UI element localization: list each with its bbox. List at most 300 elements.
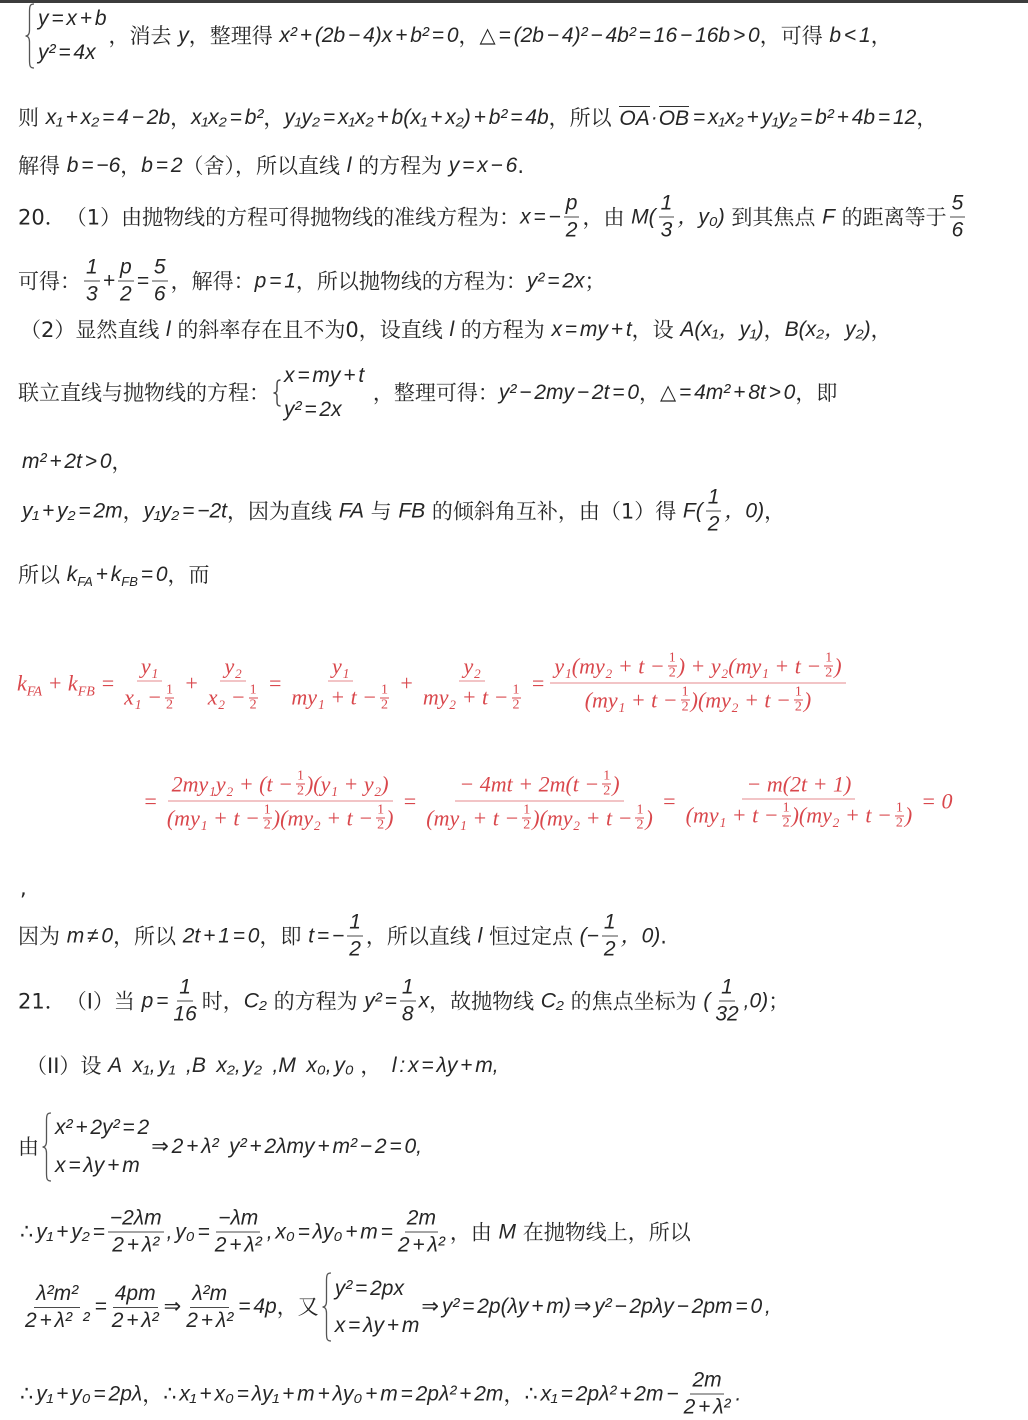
math-expr: x₁x₂ = b² <box>191 106 264 129</box>
expr-part: )(my₂ + t − <box>690 687 791 712</box>
system-equation-1: x = my + t <box>284 364 365 387</box>
text-run: ， <box>122 499 144 523</box>
half-fraction <box>522 804 531 833</box>
text-run: ，整理可得： <box>366 381 499 405</box>
math-expr: l <box>166 318 171 341</box>
numerator <box>742 772 855 799</box>
p20-line-7 <box>18 562 210 588</box>
half-numerator: 1 <box>794 684 802 700</box>
half-fraction <box>824 652 833 681</box>
half-denominator: 2 <box>523 817 531 833</box>
text-run: 由 <box>18 1135 39 1159</box>
math-expr: l <box>477 924 483 947</box>
math-expr: y₁y₂ = −2t <box>143 499 228 522</box>
fraction <box>347 911 363 962</box>
slope-sum-lhs <box>17 670 116 699</box>
half-numerator: 1 <box>512 682 520 697</box>
math-expr: ∴ x₁ = 2pλ² + 2m − <box>524 1382 679 1405</box>
p20-line-6 <box>22 486 785 537</box>
math-expr: y <box>178 24 189 47</box>
half-denominator: 2 <box>782 815 790 830</box>
half-denominator: 2 <box>296 783 304 799</box>
operator: = <box>143 788 158 813</box>
slope-sum-expr <box>67 562 168 588</box>
math-expr: ⇒ 2 + λ² y² + 2λmy + m² − 2 = 0, <box>151 1135 423 1158</box>
half-numerator: 1 <box>377 802 385 818</box>
half-denominator: 2 <box>249 697 257 712</box>
math-expr: ，0) <box>724 499 765 522</box>
numerator <box>328 654 353 681</box>
math-expr: ( <box>703 989 711 1012</box>
system-rows <box>38 6 107 66</box>
half-fraction <box>635 804 644 833</box>
math-expr: A x₁, y₁ ,B x₂, y₂ ,M x₀, y₀ <box>108 1054 354 1077</box>
text-run: ，由 <box>582 205 632 229</box>
fraction <box>713 976 740 1027</box>
denominator: 16 <box>173 1002 197 1026</box>
text-run: ， <box>353 1054 392 1078</box>
text-run: 在抛物线上，所以 <box>516 1220 691 1244</box>
math-expr: M( <box>631 205 656 228</box>
p19-line-2 <box>18 105 937 131</box>
expr-part: (my₁ + t − <box>584 687 678 712</box>
dot-operator: · <box>650 106 658 129</box>
math-expr: A(x₁，y₁) <box>680 318 764 341</box>
vector-oa: OA <box>619 107 650 130</box>
p21-line-1 <box>18 976 789 1027</box>
equation-system <box>24 3 107 69</box>
text-run: ， <box>170 106 192 130</box>
text-run: 的方程为 <box>266 989 365 1013</box>
question-number: 20． <box>18 205 66 229</box>
math-expr: t = − <box>308 924 345 947</box>
text-run: 的距离等于 <box>834 205 947 229</box>
fraction <box>682 1369 733 1420</box>
denominator: 2 <box>603 937 616 961</box>
text-run: . <box>517 154 524 178</box>
math-expr: △ = (2b − 4)² − 4b² = 16 − 16b > 0 <box>479 24 760 47</box>
math-expr: = 0 <box>137 563 168 586</box>
numerator: p <box>118 256 134 282</box>
expr-part: y₁ <box>332 653 350 678</box>
p20-line-3 <box>20 317 892 343</box>
text-run: ，而 <box>167 563 210 587</box>
slope-subscript: FA <box>77 574 93 589</box>
text-run: ， <box>142 1382 164 1406</box>
denominator <box>163 802 398 833</box>
numerator: 5 <box>152 256 168 282</box>
expr-part: ) + y₂(my₁ + t − <box>677 653 822 678</box>
denominator: 2 <box>707 512 720 536</box>
fraction <box>184 1282 235 1333</box>
text-run: ，整理得 <box>188 24 280 48</box>
p20-line-8 <box>20 875 27 901</box>
stray-comma: , <box>20 876 27 900</box>
fraction <box>422 770 657 833</box>
expr-part: my₂ + t − <box>422 684 509 710</box>
text-run: ， <box>870 318 892 342</box>
math-expr: F <box>822 205 835 228</box>
fraction <box>564 192 580 243</box>
text-run: 则 <box>18 106 46 130</box>
expr-part: x₁ − <box>124 684 162 710</box>
fraction <box>23 1282 91 1333</box>
math-expr: △ = 4m² + 8t > 0 <box>660 381 796 404</box>
expr-part: y₂ <box>224 653 242 678</box>
math-expr: x² + (2b − 4)x + b² = 0 <box>279 24 459 47</box>
text-run: 解得 <box>18 154 67 178</box>
numerator: 1 <box>659 192 675 218</box>
denominator: 2 + λ² <box>112 1233 160 1257</box>
fraction <box>400 976 416 1027</box>
result: = 0 <box>921 788 953 813</box>
operator: = <box>530 670 546 695</box>
math-expr: b < 1 <box>829 24 871 47</box>
denominator: 2 <box>119 282 132 306</box>
math-expr: = <box>94 1295 107 1318</box>
half-numerator: 1 <box>895 800 903 815</box>
math-expr: . <box>735 1382 742 1405</box>
expr-part: y₁ <box>140 653 159 678</box>
numerator: −2λm <box>108 1207 164 1233</box>
denominator <box>287 681 394 712</box>
denominator: 6 <box>951 218 964 242</box>
numerator: 1 <box>84 256 100 282</box>
half-numerator: 1 <box>381 682 389 697</box>
half-denominator: 2 <box>165 697 173 712</box>
text-run: ， <box>111 450 133 474</box>
text-run: （II）设 <box>26 1054 109 1078</box>
p21-line-4 <box>20 1207 691 1258</box>
equals-sign: = <box>94 670 116 695</box>
p21-line-5 <box>20 1272 771 1342</box>
system-rows <box>284 363 364 423</box>
text-run: ， <box>764 499 786 523</box>
denominator: 6 <box>153 282 166 306</box>
denominator: 2 + λ² <box>214 1233 262 1257</box>
numerator: λ²m² <box>34 1282 80 1308</box>
text-run: 时， <box>201 989 244 1013</box>
fraction <box>163 770 398 833</box>
denominator: 2 + λ² <box>111 1308 159 1332</box>
text-run: ，设 <box>631 318 681 342</box>
text-run: ， <box>120 154 142 178</box>
math-expr: l : x = λy + m, <box>391 1054 499 1077</box>
numerator <box>455 770 623 802</box>
slope-symbol: + k <box>42 670 78 695</box>
numerator: 1 <box>719 976 735 1002</box>
system-equation-2: y² = 2x <box>284 398 342 421</box>
slope-symbol: + k <box>92 563 122 586</box>
half-denominator: 2 <box>263 817 271 833</box>
operator: + <box>183 670 199 695</box>
math-expr: b = 2 <box>141 154 183 177</box>
operator: + <box>399 670 414 695</box>
text-run: ， <box>916 106 938 130</box>
text-run: 联立直线与抛物线的方程： <box>18 381 270 405</box>
numerator: 2m <box>690 1369 723 1395</box>
text-run: （舍），所以直线 <box>182 154 347 178</box>
text-run: （I）当 <box>65 989 142 1013</box>
p20-line-2 <box>18 256 606 307</box>
half-denominator: 2 <box>512 697 520 712</box>
math-expr: M <box>498 1220 517 1243</box>
math-expr: B(x₂，y₂) <box>784 318 871 341</box>
expr-part: ) <box>834 653 842 678</box>
half-denominator: 2 <box>668 665 676 681</box>
half-fraction <box>296 770 305 799</box>
denominator: 2 + λ² <box>186 1308 234 1332</box>
half-fraction <box>380 683 389 712</box>
p20-line-9 <box>18 911 667 962</box>
numerator <box>459 654 484 681</box>
numerator: −λm <box>216 1207 260 1233</box>
expr-part: − m(2t + 1) <box>746 771 852 796</box>
numerator: 4pm <box>113 1282 158 1308</box>
denominator <box>581 684 816 715</box>
numerator: p <box>564 192 580 218</box>
p21-line-3 <box>18 1112 422 1182</box>
text-run: ，即 <box>795 381 838 405</box>
half-fraction <box>895 801 904 830</box>
slope-symbol: k <box>17 670 27 695</box>
numerator: 1 <box>347 911 363 937</box>
slope-symbol: k <box>66 563 78 586</box>
half-fraction <box>782 801 791 830</box>
denominator <box>204 681 263 712</box>
red-equation-line-1 <box>17 652 851 715</box>
denominator: 2 + λ² <box>683 1395 731 1419</box>
text-run: ， <box>458 24 480 48</box>
slope-subscript: FA <box>26 684 43 699</box>
half-denominator: 2 <box>825 665 833 681</box>
math-expr: y₁y₂ = x₁x₂ + b(x₁ + x₂) + b² = 4b <box>284 106 549 129</box>
half-numerator: 1 <box>668 650 676 666</box>
numerator: 2m <box>405 1207 438 1233</box>
text-run: ， <box>263 106 285 130</box>
math-expr: F( <box>682 499 703 522</box>
text-run: ， <box>763 318 785 342</box>
half-fraction <box>668 652 677 681</box>
fraction <box>110 1282 161 1333</box>
math-expr: ∴ y₁ + y₂ = <box>20 1220 105 1243</box>
math-expr: ，0) <box>620 924 661 947</box>
expr-part: − 4mt + 2m(t − <box>459 771 600 796</box>
half-denominator: 2 <box>377 817 385 833</box>
text-run: 可得： <box>18 269 81 293</box>
text-run: 的方程为 <box>351 154 449 178</box>
fraction <box>204 654 263 712</box>
math-expr: FB <box>398 499 426 522</box>
question-number: 21． <box>18 989 66 1013</box>
expr-part: (my₁ + t − <box>685 802 779 828</box>
expr-part: my₁ + t − <box>291 684 378 710</box>
expr-part: )(my₂ + t − <box>791 802 892 828</box>
fraction <box>84 256 100 307</box>
p19-line-1 <box>22 3 892 69</box>
numerator: 1 <box>706 486 722 512</box>
fraction <box>682 772 917 830</box>
equation-system <box>272 363 364 423</box>
numerator <box>137 654 162 681</box>
left-brace-icon <box>321 1272 333 1342</box>
half-denominator: 2 <box>895 815 903 830</box>
fraction <box>706 486 722 537</box>
system-equation-1: x² + 2y² = 2 <box>55 1116 150 1139</box>
math-expr: C₂ <box>540 989 564 1012</box>
denominator: 8 <box>401 1002 414 1026</box>
denominator <box>682 799 917 830</box>
math-expr: y₁ + y₂ = 2m <box>22 499 123 522</box>
p20-line-4 <box>18 363 837 423</box>
math-expr: x <box>418 989 430 1012</box>
equation-system <box>41 1112 149 1182</box>
half-denominator: 2 <box>794 699 802 715</box>
text-run: ，解得： <box>170 269 255 293</box>
expr-part: ) <box>645 805 653 830</box>
text-run: ，由 <box>449 1220 499 1244</box>
system-equation-2: x = λy + m <box>55 1154 140 1177</box>
math-expr: = <box>136 269 149 292</box>
math-expr: x₁ + x₂ = 4 − 2b <box>45 106 171 129</box>
math-expr: ，y₀) <box>677 205 725 228</box>
text-run: ； <box>584 269 606 293</box>
numerator <box>168 770 393 802</box>
numerator: 1 <box>602 911 618 937</box>
text-run: 因为 <box>18 924 67 948</box>
half-fraction <box>512 683 521 712</box>
system-rows <box>55 1115 149 1179</box>
math-expr: l <box>449 318 455 341</box>
text-run: 的方程为 <box>454 318 552 342</box>
numerator: λ²m <box>190 1282 229 1308</box>
fraction <box>419 654 526 712</box>
text-run: 所以 <box>18 563 67 587</box>
numerator: 1 <box>177 976 193 1002</box>
math-expr: y² − 2my − 2t = 0 <box>498 381 640 404</box>
expr-part: 2my₁y₂ + (t − <box>171 771 293 796</box>
math-expr: = 4p <box>238 1295 277 1318</box>
fraction <box>108 1207 164 1258</box>
math-expr: C₂ <box>243 989 267 1012</box>
text-run: . <box>660 924 667 948</box>
numerator: 1 <box>400 976 416 1002</box>
half-numerator: 1 <box>523 802 531 818</box>
text-run: ， <box>503 1382 525 1406</box>
math-expr: y = x − 6 <box>448 154 518 177</box>
math-expr: = x₁x₂ + y₁y₂ = b² + 4b = 12 <box>690 106 917 129</box>
text-run: 的焦点坐标为 <box>563 989 704 1013</box>
p21-line-6 <box>20 1369 741 1420</box>
text-run: （1）由抛物线的方程可得抛物线的准线方程为： <box>65 205 521 229</box>
left-brace-icon <box>24 3 36 69</box>
text-run: ； <box>768 989 790 1013</box>
fraction <box>118 256 134 307</box>
operator: = <box>267 670 283 695</box>
math-expr: b = −6 <box>66 154 121 177</box>
denominator: 3 <box>660 218 673 242</box>
expr-part: ) <box>386 805 394 830</box>
half-fraction <box>263 804 272 833</box>
half-numerator: 1 <box>636 802 644 818</box>
equation-system <box>321 1272 420 1342</box>
fraction <box>550 652 845 715</box>
left-brace-icon <box>272 379 282 407</box>
p21-line-2 <box>26 1053 499 1079</box>
half-fraction <box>165 683 174 712</box>
text-run: ， <box>870 24 892 48</box>
half-denominator: 2 <box>636 817 644 833</box>
expr-part: y₁(my₂ + t − <box>554 653 665 678</box>
fraction <box>950 192 966 243</box>
text-run: ，即 <box>259 924 309 948</box>
p19-line-3 <box>18 153 524 179</box>
text-run: ，所以 <box>548 106 619 130</box>
numerator: 5 <box>950 192 966 218</box>
fraction <box>602 911 618 962</box>
operator: = <box>661 788 677 813</box>
math-expr: y² = 2x <box>526 269 585 292</box>
expr-part: )(y₁ + y₂) <box>305 771 389 796</box>
math-expr: + <box>102 269 115 292</box>
system-equation-2: x = λy + m <box>334 1313 420 1337</box>
math-expr: FA <box>338 499 364 522</box>
denominator <box>422 802 657 833</box>
fraction <box>171 976 198 1027</box>
half-numerator: 1 <box>825 650 833 666</box>
math-expr: ∴ x₁ + x₀ = λy₁ + m + λy₀ + m = 2pλ² + 2m <box>163 1382 504 1405</box>
system-equation-1: y = x + b <box>38 7 107 30</box>
math-expr: m² + 2t > 0 <box>22 450 112 473</box>
half-fraction <box>602 770 611 799</box>
half-fraction <box>794 686 803 715</box>
math-expr: p = <box>141 989 169 1012</box>
math-expr: (− <box>579 924 599 947</box>
text-run: ，因为直线 <box>227 499 339 523</box>
math-expr: x = my + t <box>551 318 632 341</box>
half-numerator: 1 <box>249 682 257 697</box>
slope-subscript: FB <box>121 574 138 589</box>
math-expr: ,0) <box>743 989 769 1012</box>
expr-part: y₂ <box>463 653 481 678</box>
system-equation-2: y² = 4x <box>38 41 96 64</box>
system-equation-1: y² = 2px <box>334 1276 404 1300</box>
text-run: ，所以 <box>113 924 183 948</box>
expr-part: ) <box>612 771 620 796</box>
half-numerator: 1 <box>681 684 689 700</box>
fraction <box>287 654 394 712</box>
half-denominator: 2 <box>381 697 389 712</box>
text-run: 到其焦点 <box>724 205 823 229</box>
denominator: 3 <box>86 282 98 306</box>
text-run: ，所以直线 <box>365 924 478 948</box>
half-numerator: 1 <box>263 802 271 818</box>
text-run: 的斜率存在且不为0，设直线 <box>170 318 450 342</box>
half-numerator: 1 <box>782 800 790 815</box>
vector-ob: OB <box>658 107 690 130</box>
text-run: ，消去 <box>108 24 179 48</box>
implies-arrow: ⇒ <box>163 1295 182 1318</box>
text-run: ，所以抛物线的方程为： <box>295 269 527 293</box>
expr-part: )(my₂ + t − <box>272 805 374 830</box>
fraction <box>213 1207 264 1258</box>
denominator: 2 + λ² ² <box>25 1308 90 1332</box>
p20-line-1 <box>18 192 968 243</box>
system-rows <box>335 1276 420 1339</box>
denominator: 2 <box>349 937 361 961</box>
half-fraction <box>249 683 258 712</box>
fraction <box>396 1207 447 1258</box>
